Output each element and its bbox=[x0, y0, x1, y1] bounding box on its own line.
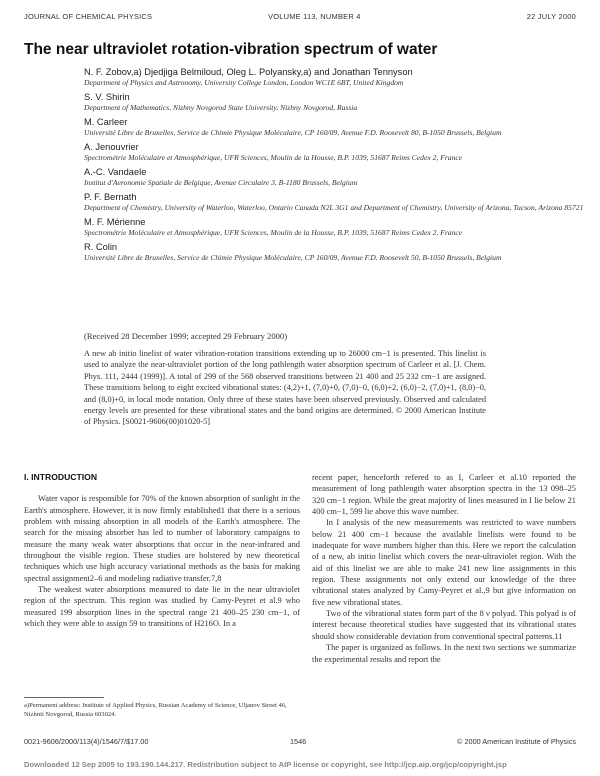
journal-name: JOURNAL OF CHEMICAL PHYSICS bbox=[24, 12, 153, 21]
author-names: A. Jenouvrier bbox=[84, 142, 139, 152]
author-affiliation: Université Libre de Bruxelles, Service de Chimie Physique Moléculaire, CP 160/09, Avenue F.D. Roosevelt 50, B-1050 Brussels, Belgium bbox=[84, 253, 502, 262]
author-affiliation: Spectrométrie Moléculaire et Atmosphérique, UFR Sciences, Moulin de la Housse, B.P. 1039, 51687 Reims Cedex 2, France bbox=[84, 228, 463, 237]
right-column bbox=[312, 472, 576, 665]
author-block bbox=[84, 166, 584, 188]
issue-date: 22 JULY 2000 bbox=[526, 12, 576, 21]
author-names: A.-C. Vandaele bbox=[84, 167, 147, 177]
page-number: 1546 bbox=[290, 737, 307, 746]
author-block bbox=[84, 241, 584, 263]
author-affiliation: Department of Mathematics, Nizhny Novgorod State University, Nizhny Novgorod, Russia bbox=[84, 103, 358, 112]
author-block bbox=[84, 91, 584, 113]
footnote-rule bbox=[24, 697, 104, 698]
author-names: P. F. Bernath bbox=[84, 192, 137, 202]
author-block bbox=[84, 191, 584, 213]
abstract: A new ab initio linelist of water vibration-rotation transitions extending up to 26000 cm−1 is presented. This linelist is used to analyze the near-ultraviolet portion of the long pathlength water absorption spectrum of Carleer et al. [J. Chem. Phys. 111, 2444 (1999)]. A total of 299 of the 568 observed transitions between 21 400 and 25 232 cm−1 are assigned. These transitions belong to eight excited vibrational states: (4,2)+1, (7,0)+0, (7,0)−0, (6,0)+2, (6,0)−2, (7,0)+1, (8,0)−0, and (8,0)+0, in local mode notation. Only three of these states have been observed previously. Observed and calculated energy levels are presented for these vibrational states and the band origins are determined. © 2000 American Institute of Physics. [S0021-9606(00)01020-5] bbox=[84, 349, 486, 427]
author-affiliation: Department of Chemistry, University of Waterloo, Waterloo, Ontario Canada N2L 3G1 and Department of Chemistry, University of Arizona, Tucson, Arizona 85721 bbox=[84, 203, 584, 212]
author-names: S. V. Shirin bbox=[84, 92, 130, 102]
body-paragraph: Water vapor is responsible for 70% of the known absorption of sunlight in the Earth's atmosphere. However, it is now firmly established1 that there is a serious problem with missing absorption in all models of the Earth's atmosphere. The search for the missing absorber has led to number of laboratory campaigns to measure the many weak water absorptions that occur in the near-infrared and throughout the visible region. These studies are bolstered by new theoretical techniques which use high accuracy variational methods as the basis for making spectral assignment2–6 and modeling radiative transfer.7,8 bbox=[24, 494, 300, 583]
volume-number: VOLUME 113, NUMBER 4 bbox=[268, 12, 361, 21]
paper-title: The near ultraviolet rotation-vibration spectrum of water bbox=[24, 41, 438, 58]
left-column bbox=[24, 472, 300, 629]
body-paragraph: recent paper, henceforth refered to as I, Carleer et al.10 reported the measurement of long pathlength water absorption spectra in the 13 098–25 320 cm−1 region. While the great majority of lines measured in I lie below 21 400 cm−1, 599 lie above this wave number. bbox=[312, 473, 576, 517]
author-affiliation: Spectrométrie Moléculaire et Atmosphérique, UFR Sciences, Moulin de la Housse, B.P. 1039, 51687 Reims Cedex 2, France bbox=[84, 153, 463, 162]
footnote: a)Permanent address: Institute of Applied Physics, Russian Academy of Science, Uljanov Street 46, Nizhnii Novgorod, Russia 603024. bbox=[24, 702, 287, 718]
author-names: R. Colin bbox=[84, 242, 118, 252]
author-block bbox=[84, 66, 584, 88]
received-dates: (Received 28 December 1999; accepted 29 February 2000) bbox=[84, 331, 288, 341]
author-affiliation: Department of Physics and Astronomy, University College London, London WC1E 6BT, United Kingdom bbox=[84, 78, 404, 87]
author-block bbox=[84, 216, 584, 238]
author-affiliation: Université Libre de Bruxelles, Service de Chimie Physique Moléculaire, CP 160/09, Avenue F.D. Roosevelt 80, B-1050 Brussels, Belgium bbox=[84, 128, 502, 137]
body-paragraph: In I analysis of the new measurements was restricted to wave numbers below 21 400 cm−1 because the available linelists were found to be inadequate for wave numbers higher than this. Here we report the calculation of a new, ab initio linelist which covers the near-ultraviolet region. With the aid of this linelist we are able to make 241 new line assignments in this region. These assignments not only extend our knowledge of the three vibrational states analyzed by Camy-Peyret et al.,9 but give information on five new vibrational states. bbox=[312, 518, 576, 607]
article-code: 0021-9606/2000/113(4)/1546/7/$17.00 bbox=[24, 737, 149, 746]
author-names: M. F. Mérienne bbox=[84, 217, 146, 227]
body-paragraph: The paper is organized as follows. In the next two sections we summarize the experimental results and report the bbox=[312, 643, 576, 664]
author-names: N. F. Zobov,a) Djedjiga Belmiloud, Oleg L. Polyansky,a) and Jonathan Tennyson bbox=[84, 67, 413, 77]
author-block bbox=[84, 141, 584, 163]
body-paragraph: The weakest water absorptions measured to date lie in the near ultraviolet region of the spectrum. This region was studied by Camy-Peyret et al.9 who measured 199 absorption lines in the spectral range 21 400–25 230 cm−1, of which they were able to assign 59 to transitions of H216O. In a bbox=[24, 585, 300, 629]
section-heading: I. INTRODUCTION bbox=[24, 472, 98, 482]
download-notice: Downloaded 12 Sep 2005 to 193.190.144.217. Redistribution subject to AIP license or copyright, see http://jcp.aip.org/jcp/copyright.jsp bbox=[24, 760, 507, 769]
copyright-notice: © 2000 American Institute of Physics bbox=[457, 737, 576, 746]
author-affiliation: Institut d'Aeronomie Spatiale de Belgique, Avenue Circulaire 3, B-1180 Brussels, Belgium bbox=[84, 178, 358, 187]
author-block bbox=[84, 116, 584, 138]
author-names: M. Carleer bbox=[84, 117, 128, 127]
body-paragraph: Two of the vibrational states form part of the 8 ν polyad. This polyad is of interest because theoretical studies have suggested that its vibrational states should show considerable deviation from conventional spectral patterns.11 bbox=[312, 609, 576, 641]
author-list bbox=[84, 66, 584, 266]
